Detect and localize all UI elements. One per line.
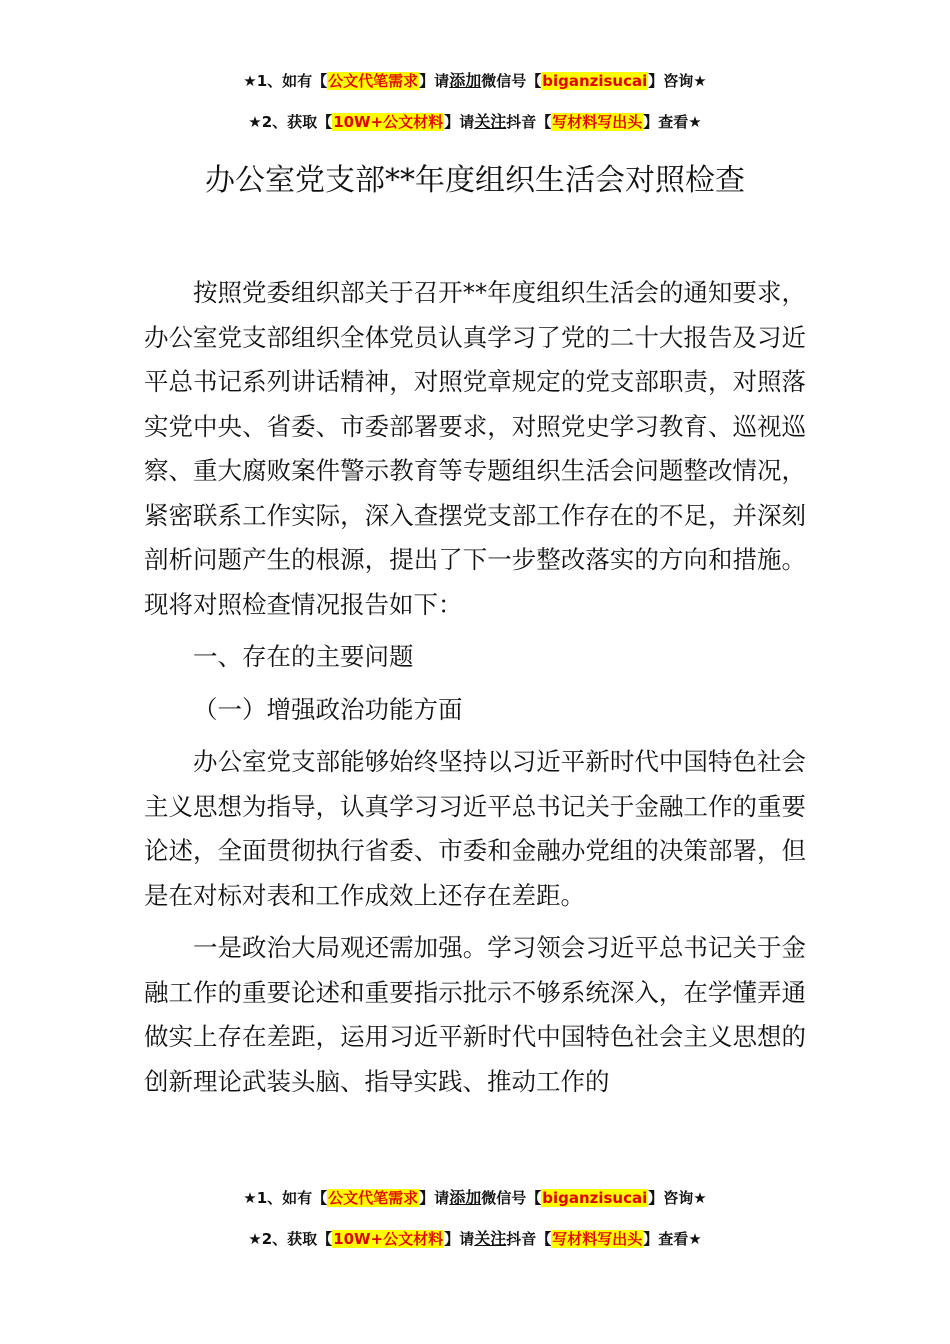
banner-text: 微信号【 bbox=[481, 72, 542, 90]
document-body bbox=[144, 271, 806, 1112]
banner-line-1-top bbox=[0, 70, 950, 92]
body-paragraph: 一是政治大局观还需加强。学习领会习近平总书记关于金融工作的重要论述和重要指示批示不够系统深入，在学懂弄通做实上存在差距，运用习近平新时代中国特色社会主义思想的创新理论武装头脑、指导实践、推动工作的 bbox=[144, 933, 806, 1096]
banner-highlight: 10W+公文材料 bbox=[333, 113, 444, 131]
banner-text: 抖音【 bbox=[506, 1230, 552, 1248]
banner-text: ★2、获取【 bbox=[248, 1230, 333, 1248]
banner-highlight: 写材料写出头 bbox=[552, 1230, 643, 1248]
banner-text: ★2、获取【 bbox=[248, 113, 333, 131]
banner-text: 】请 bbox=[419, 1189, 450, 1207]
section-heading: 一、存在的主要问题 bbox=[193, 642, 414, 671]
banner-text: 】查看★ bbox=[643, 113, 702, 131]
banner-emphasis: 添加 bbox=[449, 71, 482, 90]
body-paragraph: 办公室党支部能够始终坚持以习近平新时代中国特色社会主义思想为指导，认真学习习近平总书记关于金融工作的重要论述，全面贯彻执行省委、市委和金融办党组的决策部署，但是在对标对表和工作成效上还存在差距。 bbox=[144, 747, 806, 910]
banner-emphasis: 添加 bbox=[449, 1188, 482, 1207]
banner-highlight: 10W+公文材料 bbox=[333, 1230, 444, 1248]
banner-emphasis: 关注 bbox=[474, 112, 507, 131]
body-paragraph: 按照党委组织部关于召开**年度组织生活会的通知要求，办公室党支部组织全体党员认真学习了党的二十大报告及习近平总书记系列讲话精神，对照党章规定的党支部职责，对照落实党中央、省委、市委部署要求，对照党史学习教育、巡视巡察、重大腐败案件警示教育等专题组织生活会问题整改情况，紧密联系工作实际，深入查摆党支部工作存在的不足，并深刻剖析问题产生的根源，提出了下一步整改落实的方向和措施。现将对照检查情况报告如下： bbox=[144, 278, 806, 619]
banner-line-2-bottom bbox=[0, 1228, 950, 1250]
banner-text: 】请 bbox=[444, 1230, 475, 1248]
banner-line-2-top bbox=[0, 111, 950, 133]
banner-text: 】查看★ bbox=[643, 1230, 702, 1248]
document-title: 办公室党支部**年度组织生活会对照检查 bbox=[205, 163, 745, 198]
banner-text: 】请 bbox=[419, 72, 450, 90]
banner-highlight: biganzisucai bbox=[542, 72, 648, 90]
banner-highlight: 公文代笔需求 bbox=[328, 72, 419, 90]
banner-highlight: biganzisucai bbox=[542, 1189, 648, 1207]
banner-text: 】咨询★ bbox=[648, 1189, 707, 1207]
banner-text: ★1、如有【 bbox=[243, 72, 328, 90]
banner-line-1-bottom bbox=[0, 1187, 950, 1209]
banner-text: ★1、如有【 bbox=[243, 1189, 328, 1207]
banner-emphasis: 关注 bbox=[474, 1229, 507, 1248]
subsection-heading: （一）增强政治功能方面 bbox=[193, 694, 463, 724]
banner-text: 微信号【 bbox=[481, 1189, 542, 1207]
banner-highlight: 公文代笔需求 bbox=[328, 1189, 419, 1207]
banner-highlight: 写材料写出头 bbox=[552, 113, 643, 131]
banner-text: 】咨询★ bbox=[648, 72, 707, 90]
banner-text: 抖音【 bbox=[506, 113, 552, 131]
banner-text: 】请 bbox=[444, 113, 475, 131]
